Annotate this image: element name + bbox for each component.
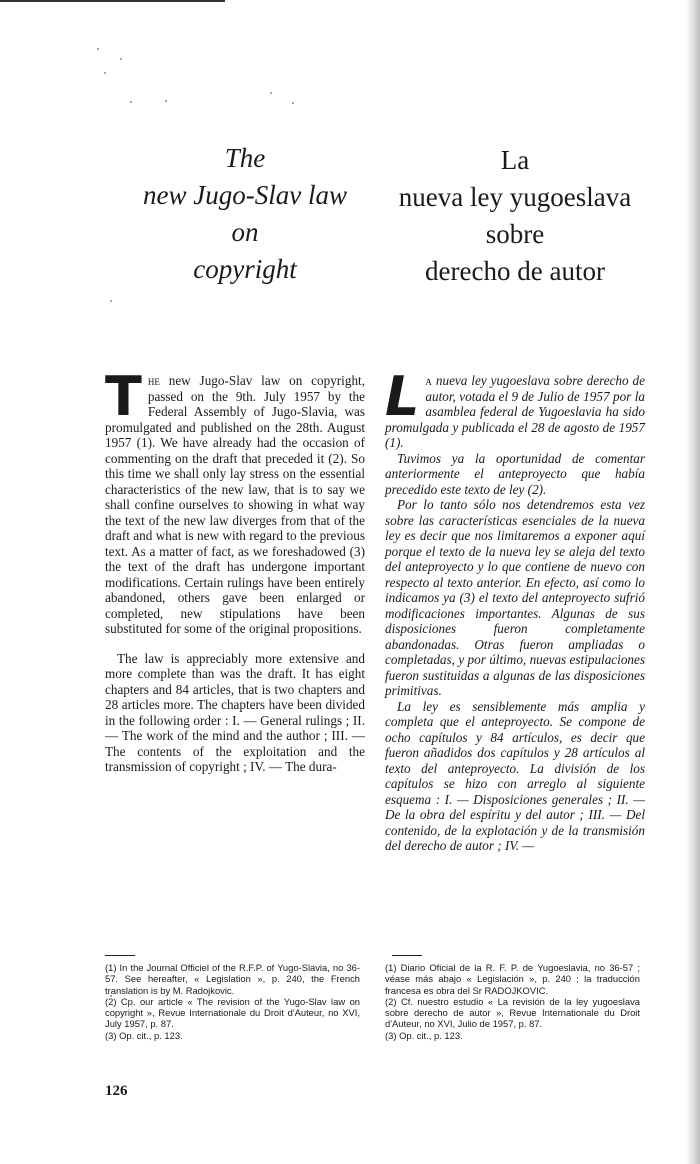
footnote: (3) Op. cit., p. 123. — [105, 1029, 183, 1041]
english-paragraph — [105, 365, 365, 637]
paragraph-text: new Jugo-Slav law on copyright, passed on the 9th. July 1957 by the Federal Assembly of Jugo-Slavia, was promulgated and published on the 28th. August 1957 (1). We have already had the occasion of commenting on the draft that preceded it (2). So this time we shall only lay stress on the essential characteristics of the new law, that is to say we shall confine ourselves to showing in what way the text of the new law diverges from that of the draft and what is new with regard to the previous text. As a matter of fact, as we foreshadowed (3) the text of the draft has undergone important modifications. Certain rulings have been entirely abandoned, others gave been enlarged or completed, new stipulations have been substituted for some of the original propositions. — [105, 373, 365, 636]
spanish-footnotes — [385, 962, 640, 1041]
drop-cap: T — [105, 365, 142, 428]
title-spanish-line: derecho de autor — [425, 256, 605, 286]
scan-speck — [110, 300, 112, 302]
title-english-line: on — [231, 217, 259, 247]
title-spanish-line: nueva ley yugoeslava — [398, 182, 632, 212]
english-footnotes — [105, 962, 360, 1041]
title-english-line: copyright — [193, 254, 297, 284]
spanish-paragraph: Por lo tanto sólo nos detendremos esta vez sobre las características esenciales de la nueva ley es decir que nos limitaremos a exponer aquí porque el texto de la nueva ley se aleja del texto del anteproyecto y lo que contiene de nuevo con respecto al texto anterior. En efecto, así como lo indicamos ya (3) el texto del anteproyecto sufrió modificaciones importantes. Algunas de sus disposiciones fueron completamente abandonadas. Otras fueron ampliadas o completadas, y por último, nuevas estipulaciones fueron sustituidas a algunas de las disposiciones primitivas. — [385, 497, 645, 698]
scan-speck — [130, 101, 132, 103]
page-number: 126 — [105, 1083, 128, 1099]
scan-speck — [97, 48, 99, 50]
scan-speck — [292, 102, 294, 104]
title-spanish — [370, 142, 660, 290]
scan-speck — [104, 72, 106, 74]
footnote-rule — [105, 955, 135, 956]
top-rule — [0, 0, 225, 2]
english-column — [105, 365, 365, 775]
scan-speck — [270, 92, 272, 94]
title-english-line: The — [224, 143, 266, 173]
english-paragraph: The law is appreciably more extensive and more complete than was the draft. It has eight chapters and 84 articles, that is two chapters and 28 articles more. The chapters have been divided in the following order : I. — General rulings ; II. — The work of the mind and the author ; III. — The contents of the exploitation and the transmission of copyright ; IV. — The dura- — [105, 650, 365, 774]
footnote-rule — [392, 955, 422, 956]
page-edge-shadow — [686, 0, 700, 1164]
spanish-column — [385, 365, 646, 854]
footnote: (2) Cp. our article « The revision of the Yugo-Slav law on copyright », Revue Internationale du Droit d'Auteur, no XVI, July 1957, p. 87. — [105, 995, 360, 1030]
title-spanish-line: sobre — [485, 219, 545, 249]
footnote: (2) Cf. nuestro estudio « La revisión de la ley yugoeslava sobre derecho de autor », Revue Internationale du Droit d'Auteur, no XVI, Julio de 1957, p. 87. — [385, 995, 640, 1030]
scan-speck — [165, 100, 167, 102]
title-spanish-line: La — [500, 145, 530, 175]
spanish-paragraph: La ley es sensiblemente más amplia y completa que el anteproyecto. Se compone de ocho capítulos y 84 artículos, es decir que fueron añadidos dos capítulos y 28 artículos al texto del anteproyecto. La división de los capítulos se hizo con arreglo al siguiente esquema : I. — Disposiciones generales ; II. — De la obra del espíritu y del autor ; III. — Del contenido, de la explotación y de la transmisión del derecho de autor ; IV. — — [385, 698, 645, 853]
spanish-paragraph: Tuvimos ya la oportunidad de comentar anteriormente el anteproyecto que había precedido este texto de ley (2). — [385, 450, 645, 497]
paragraph-text: nueva ley yugoeslava sobre derecho de autor, votada el 9 de Julio de 1957 por la asamblea federal de Yugoeslavia ha sido promulgada y publicada el 28 de agosto de 1957 (1). — [385, 373, 646, 450]
footnote: (1) Diario Oficial de la R. F. P. de Yugoeslavia, no 36-57 ; véase más abajo « Legislación », p. 240 ; la traducción francesa es obra del Sr RADOJKOVIC. — [385, 962, 640, 996]
footnote: (3) Op. cit., p. 123. — [385, 1029, 463, 1041]
title-english — [100, 140, 390, 288]
first-word: a — [425, 373, 432, 388]
footnote: (1) In the Journal Officiel of the R.F.P. of Yugo-Slavia, no 36-57. See hereafter, « Legislation », p. 240, the French translation is by M. Radojkovic. — [105, 962, 360, 996]
spanish-paragraph — [385, 365, 646, 451]
title-english-line: new Jugo-Slav law — [143, 180, 347, 210]
first-word: he — [147, 373, 160, 388]
scan-speck — [120, 58, 122, 60]
drop-cap: L — [385, 365, 420, 428]
